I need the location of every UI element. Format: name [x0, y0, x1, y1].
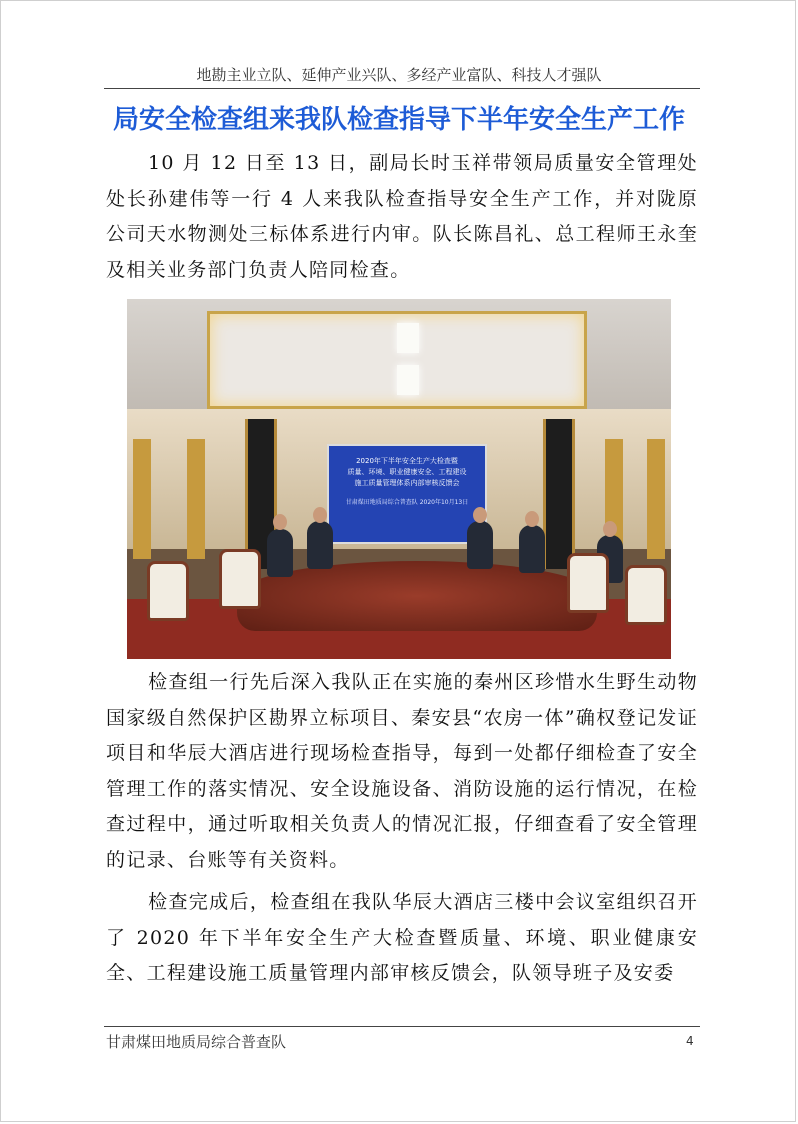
- paragraph-1: [106, 146, 698, 288]
- article-title: 局安全检查组来我队检查指导下半年安全生产工作: [112, 105, 685, 135]
- screen-org: 甘肃煤田地质局综合普查队: [345, 499, 418, 506]
- screen-date: 2020年10月13日: [419, 499, 469, 506]
- paragraph-3: [106, 885, 698, 992]
- page-number: 4: [686, 1034, 694, 1048]
- meeting-photo: [127, 299, 671, 659]
- photo-attendee-head: [273, 514, 287, 530]
- paragraph-2-text: 检查组一行先后深入我队正在实施的秦州区珍惜水生野生动物国家级自然保护区勘界立标项目、秦安县“农房一体”确权登记发证项目和华辰大酒店进行现场检查指导，每到一处都仔细检查了安全管理工作的落实情况、安全设施设备、消防设施的运行情况，在检查过程中，通过听取相关负责人的情况汇报，仔细查看了安全管理的记录、台账等有关资料。: [106, 671, 698, 871]
- screen-line-2: 质量、环境、职业健康安全、工程建设: [347, 468, 467, 476]
- paragraph-2: [106, 665, 698, 878]
- paragraph-3-text: 检查完成后，检查组在我队华辰大酒店三楼中会议室组织召开了 2020 年下半年安全生产大检查暨质量、环境、职业健康安全、工程建设施工质量管理内部审核反馈会，队领导班子及安委: [106, 891, 698, 984]
- screen-line-3: 施工质量管理体系内部审核反馈会: [354, 479, 460, 487]
- photo-gold-panel: [133, 439, 151, 559]
- photo-attendee-head: [473, 507, 487, 523]
- paragraph-1-text: 10 月 12 日至 13 日，副局长时玉祥带领局质量安全管理处处长孙建伟等一行 4 人来我队检查指导安全生产工作，并对陇原公司天水物测处三标体系进行内审。队长陈昌礼、总工程师王永奎及相关业务部门负责人陪同检查。: [106, 152, 698, 281]
- photo-gold-panel: [187, 439, 205, 559]
- photo-attendee-head: [603, 521, 617, 537]
- photo-ceiling-light: [397, 365, 419, 395]
- photo-gold-panel: [647, 439, 665, 559]
- photo-attendee-head: [313, 507, 327, 523]
- photo-chair: [219, 549, 261, 609]
- photo-projection-screen: [327, 444, 487, 544]
- header-slogan: 地勘主业立队、延伸产业兴队、多经产业富队、科技人才强队: [196, 66, 602, 84]
- footer-organization: 甘肃煤田地质局综合普查队: [106, 1033, 287, 1051]
- photo-chair: [567, 553, 609, 613]
- header-divider: [104, 88, 700, 89]
- photo-chair: [625, 565, 667, 625]
- screen-line-1: 2020年下半年安全生产大检查暨: [356, 457, 458, 465]
- screen-footer: [329, 497, 485, 508]
- photo-attendee: [267, 529, 293, 577]
- photo-attendee: [519, 525, 545, 573]
- photo-attendee: [307, 521, 333, 569]
- photo-ceiling-light: [397, 323, 419, 353]
- photo-chair: [147, 561, 189, 621]
- photo-attendee-head: [525, 511, 539, 527]
- photo-attendee: [467, 521, 493, 569]
- footer-divider: [104, 1026, 700, 1027]
- photo-pillar: [543, 419, 575, 569]
